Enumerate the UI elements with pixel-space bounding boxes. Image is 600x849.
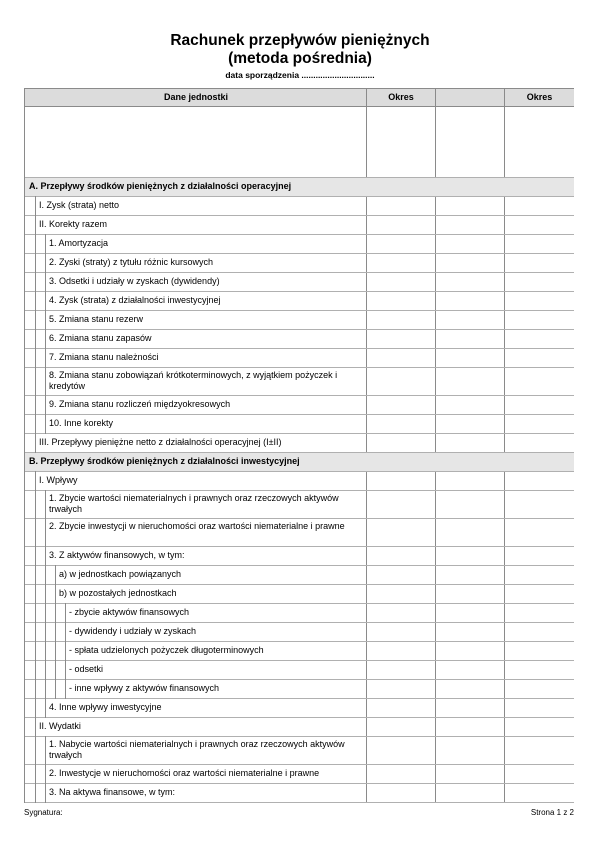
period-2-cell[interactable] [436, 107, 505, 177]
indent-guide [45, 367, 46, 396]
period-2-cell[interactable] [436, 273, 505, 291]
indent-guide [45, 234, 46, 254]
period-2-cell[interactable] [436, 235, 505, 253]
table-row [25, 699, 574, 718]
period-1-cell[interactable] [367, 547, 436, 565]
period-2-cell[interactable] [436, 642, 505, 660]
period-1-cell[interactable] [367, 472, 436, 490]
period-2-cell[interactable] [436, 718, 505, 736]
indent-guide [45, 622, 46, 642]
row-description: b) w pozostałych jednostkach [25, 585, 367, 603]
indent-guide [55, 584, 56, 604]
period-1-cell[interactable] [367, 737, 436, 764]
period-3-cell[interactable] [505, 273, 574, 291]
period-1-cell[interactable] [367, 680, 436, 698]
indent-guide [45, 272, 46, 292]
period-2-cell[interactable] [436, 330, 505, 348]
row-description: 1. Zbycie wartości niematerialnych i prawnych oraz rzeczowych aktywów trwałych [25, 491, 367, 518]
period-1-cell[interactable] [367, 330, 436, 348]
period-3-cell[interactable] [505, 434, 574, 452]
period-1-cell[interactable] [367, 604, 436, 622]
period-3-cell[interactable] [505, 604, 574, 622]
table-row [25, 197, 574, 216]
table-row [25, 765, 574, 784]
entity-data-cell[interactable] [25, 107, 367, 177]
signature-label: Sygnatura: [24, 808, 63, 817]
indent-guide [45, 565, 46, 585]
row-description: 7. Zmiana stanu należności [25, 349, 367, 367]
indent-guide [45, 395, 46, 415]
indent-guide [35, 546, 36, 566]
indent-guide [35, 215, 36, 235]
period-2-cell[interactable] [436, 254, 505, 272]
period-3-cell[interactable] [505, 642, 574, 660]
period-1-cell[interactable] [367, 273, 436, 291]
table-row [25, 661, 574, 680]
header-period-2 [436, 89, 505, 106]
indent-guide [35, 329, 36, 349]
row-description: 4. Inne wpływy inwestycyjne [25, 699, 367, 717]
period-2-cell[interactable] [436, 699, 505, 717]
indent-guide [35, 234, 36, 254]
period-3-cell[interactable] [505, 661, 574, 679]
row-description: 2. Zbycie inwestycji w nieruchomości oraz wartości niematerialne i prawne [25, 519, 367, 546]
period-2-cell[interactable] [436, 737, 505, 764]
indent-guide [65, 679, 66, 699]
row-description: 3. Z aktywów finansowych, w tym: [25, 547, 367, 565]
table-row [25, 604, 574, 623]
period-1-cell[interactable] [367, 235, 436, 253]
indent-guide [55, 641, 56, 661]
period-3-cell[interactable] [505, 235, 574, 253]
indent-guide [35, 471, 36, 491]
period-3-cell[interactable] [505, 680, 574, 698]
table-row [25, 330, 574, 349]
period-3-cell[interactable] [505, 311, 574, 329]
period-1-cell[interactable] [367, 519, 436, 546]
indent-guide [45, 783, 46, 803]
period-3-cell[interactable] [505, 349, 574, 367]
indent-guide [35, 565, 36, 585]
indent-guide [35, 348, 36, 368]
period-3-cell[interactable] [505, 585, 574, 603]
table-row [25, 642, 574, 661]
table-row [25, 519, 574, 547]
period-3-cell[interactable] [505, 368, 574, 395]
period-3-cell[interactable] [505, 292, 574, 310]
entity-data-row [25, 107, 574, 178]
table-row [25, 396, 574, 415]
period-2-cell[interactable] [436, 349, 505, 367]
period-3-cell[interactable] [505, 107, 574, 177]
table-row [25, 472, 574, 491]
row-description: a) w jednostkach powiązanych [25, 566, 367, 584]
period-3-cell[interactable] [505, 699, 574, 717]
period-3-cell[interactable] [505, 765, 574, 783]
page-number: Strona 1 z 2 [530, 808, 574, 817]
period-3-cell[interactable] [505, 415, 574, 433]
indent-guide [35, 736, 36, 765]
table-row [25, 349, 574, 368]
indent-guide [35, 698, 36, 718]
indent-guide [45, 329, 46, 349]
row-description: - zbycie aktywów finansowych [25, 604, 367, 622]
indent-guide [55, 565, 56, 585]
indent-guide [45, 698, 46, 718]
indent-guide [35, 253, 36, 273]
indent-guide [35, 717, 36, 737]
table-row [25, 216, 574, 235]
row-description: I. Wpływy [25, 472, 367, 490]
period-3-cell[interactable] [505, 216, 574, 234]
indent-guide [35, 783, 36, 803]
period-1-cell[interactable] [367, 311, 436, 329]
row-description: I. Zysk (strata) netto [25, 197, 367, 215]
row-description: B. Przepływy środków pieniężnych z działalności inwestycyjnej [29, 456, 300, 466]
table-row [25, 585, 574, 604]
period-1-cell[interactable] [367, 396, 436, 414]
period-3-cell[interactable] [505, 396, 574, 414]
indent-guide [45, 414, 46, 434]
period-2-cell[interactable] [436, 292, 505, 310]
row-description: 2. Inwestycje w nieruchomości oraz wartości niematerialne i prawne [25, 765, 367, 783]
row-description: 3. Odsetki i udziały w zyskach (dywidendy) [25, 273, 367, 291]
row-description: - inne wpływy z aktywów finansowych [25, 680, 367, 698]
indent-guide [55, 660, 56, 680]
table-row [25, 235, 574, 254]
period-1-cell[interactable] [367, 216, 436, 234]
period-1-cell[interactable] [367, 254, 436, 272]
period-1-cell[interactable] [367, 718, 436, 736]
period-1-cell[interactable] [367, 434, 436, 452]
period-2-cell[interactable] [436, 604, 505, 622]
period-2-cell[interactable] [436, 491, 505, 518]
indent-guide [65, 603, 66, 623]
period-3-cell[interactable] [505, 737, 574, 764]
period-2-cell[interactable] [436, 368, 505, 395]
period-2-cell[interactable] [436, 396, 505, 414]
indent-guide [45, 310, 46, 330]
period-2-cell[interactable] [436, 585, 505, 603]
row-description: 3. Na aktywa finansowe, w tym: [25, 784, 367, 802]
table-row [25, 680, 574, 699]
indent-guide [35, 764, 36, 784]
period-1-cell[interactable] [367, 566, 436, 584]
indent-guide [35, 367, 36, 396]
header-entity-data: Dane jednostki [25, 89, 367, 106]
period-3-cell[interactable] [505, 254, 574, 272]
table-row [25, 254, 574, 273]
indent-guide [45, 490, 46, 519]
period-1-cell[interactable] [367, 349, 436, 367]
row-description: - dywidendy i udziały w zyskach [25, 623, 367, 641]
period-1-cell[interactable] [367, 642, 436, 660]
row-description: - odsetki [25, 661, 367, 679]
indent-guide [35, 291, 36, 311]
period-2-cell[interactable] [436, 197, 505, 215]
table-row [25, 547, 574, 566]
indent-guide [45, 584, 46, 604]
indent-guide [35, 272, 36, 292]
period-2-cell[interactable] [436, 784, 505, 802]
cash-flow-table [24, 88, 574, 803]
indent-guide [65, 660, 66, 680]
preparation-date-label: data sporządzenia ............................... [225, 70, 375, 80]
section-row [25, 178, 574, 197]
indent-guide [45, 764, 46, 784]
table-header-row [25, 89, 574, 107]
row-description: 9. Zmiana stanu rozliczeń międzyokresowych [25, 396, 367, 414]
period-1-cell[interactable] [367, 368, 436, 395]
period-1-cell[interactable] [367, 491, 436, 518]
indent-guide [45, 291, 46, 311]
indent-guide [35, 414, 36, 434]
table-row [25, 368, 574, 396]
row-description: 5. Zmiana stanu rezerw [25, 311, 367, 329]
row-description: 1. Nabycie wartości niematerialnych i prawnych oraz rzeczowych aktywów trwałych [25, 737, 367, 764]
indent-guide [45, 603, 46, 623]
indent-guide [35, 679, 36, 699]
period-2-cell[interactable] [436, 434, 505, 452]
period-1-cell[interactable] [367, 585, 436, 603]
table-row [25, 292, 574, 311]
indent-guide [35, 660, 36, 680]
row-description: 6. Zmiana stanu zapasów [25, 330, 367, 348]
period-1-cell[interactable] [367, 661, 436, 679]
table-row [25, 566, 574, 585]
indent-guide [45, 518, 46, 547]
period-3-cell[interactable] [505, 623, 574, 641]
period-1-cell[interactable] [367, 197, 436, 215]
indent-guide [35, 622, 36, 642]
row-description: 1. Amortyzacja [25, 235, 367, 253]
period-3-cell[interactable] [505, 566, 574, 584]
indent-guide [55, 679, 56, 699]
period-2-cell[interactable] [436, 311, 505, 329]
period-1-cell[interactable] [367, 784, 436, 802]
indent-guide [35, 584, 36, 604]
indent-guide [45, 679, 46, 699]
period-2-cell[interactable] [436, 623, 505, 641]
period-1-cell[interactable] [367, 765, 436, 783]
period-2-cell[interactable] [436, 216, 505, 234]
header-period-3: Okres [505, 89, 574, 106]
table-row [25, 415, 574, 434]
indent-guide [35, 518, 36, 547]
indent-guide [35, 196, 36, 216]
row-description: 2. Zyski (straty) z tytułu różnic kursowych [25, 254, 367, 272]
indent-guide [45, 736, 46, 765]
indent-guide [45, 546, 46, 566]
row-description: - spłata udzielonych pożyczek długoterminowych [25, 642, 367, 660]
table-row [25, 311, 574, 330]
period-3-cell[interactable] [505, 472, 574, 490]
table-row [25, 434, 574, 453]
table-row [25, 491, 574, 519]
indent-guide [45, 641, 46, 661]
period-3-cell[interactable] [505, 491, 574, 518]
table-row [25, 623, 574, 642]
table-row [25, 737, 574, 765]
period-2-cell[interactable] [436, 547, 505, 565]
indent-guide [35, 395, 36, 415]
period-3-cell[interactable] [505, 784, 574, 802]
period-2-cell[interactable] [436, 566, 505, 584]
period-1-cell[interactable] [367, 107, 436, 177]
period-2-cell[interactable] [436, 680, 505, 698]
period-2-cell[interactable] [436, 765, 505, 783]
indent-guide [35, 603, 36, 623]
row-description: 4. Zysk (strata) z działalności inwestycyjnej [25, 292, 367, 310]
row-description: A. Przepływy środków pieniężnych z działalności operacyjnej [29, 181, 292, 191]
row-description: 10. Inne korekty [25, 415, 367, 433]
period-3-cell[interactable] [505, 718, 574, 736]
document-title: Rachunek przepływów pieniężnych [170, 32, 430, 49]
period-3-cell[interactable] [505, 519, 574, 546]
indent-guide [35, 641, 36, 661]
indent-guide [65, 622, 66, 642]
indent-guide [65, 641, 66, 661]
table-row [25, 273, 574, 292]
period-2-cell[interactable] [436, 661, 505, 679]
document-subtitle: (metoda pośrednia) [228, 50, 372, 67]
indent-guide [35, 433, 36, 453]
indent-guide [45, 660, 46, 680]
period-3-cell[interactable] [505, 330, 574, 348]
period-2-cell[interactable] [436, 415, 505, 433]
period-1-cell[interactable] [367, 623, 436, 641]
row-description: II. Korekty razem [25, 216, 367, 234]
period-3-cell[interactable] [505, 197, 574, 215]
period-1-cell[interactable] [367, 699, 436, 717]
period-3-cell[interactable] [505, 547, 574, 565]
row-description: 8. Zmiana stanu zobowiązań krótkoterminowych, z wyjątkiem pożyczek i kredytów [25, 368, 367, 395]
period-2-cell[interactable] [436, 519, 505, 546]
indent-guide [35, 310, 36, 330]
period-1-cell[interactable] [367, 292, 436, 310]
indent-guide [45, 253, 46, 273]
indent-guide [55, 622, 56, 642]
section-row [25, 453, 574, 472]
table-row [25, 784, 574, 803]
table-row [25, 718, 574, 737]
period-1-cell[interactable] [367, 415, 436, 433]
header-period-1: Okres [367, 89, 436, 106]
period-2-cell[interactable] [436, 472, 505, 490]
row-description: III. Przepływy pieniężne netto z działalności operacyjnej (I±II) [25, 434, 367, 452]
indent-guide [35, 490, 36, 519]
indent-guide [45, 348, 46, 368]
indent-guide [55, 603, 56, 623]
row-description: II. Wydatki [25, 718, 367, 736]
